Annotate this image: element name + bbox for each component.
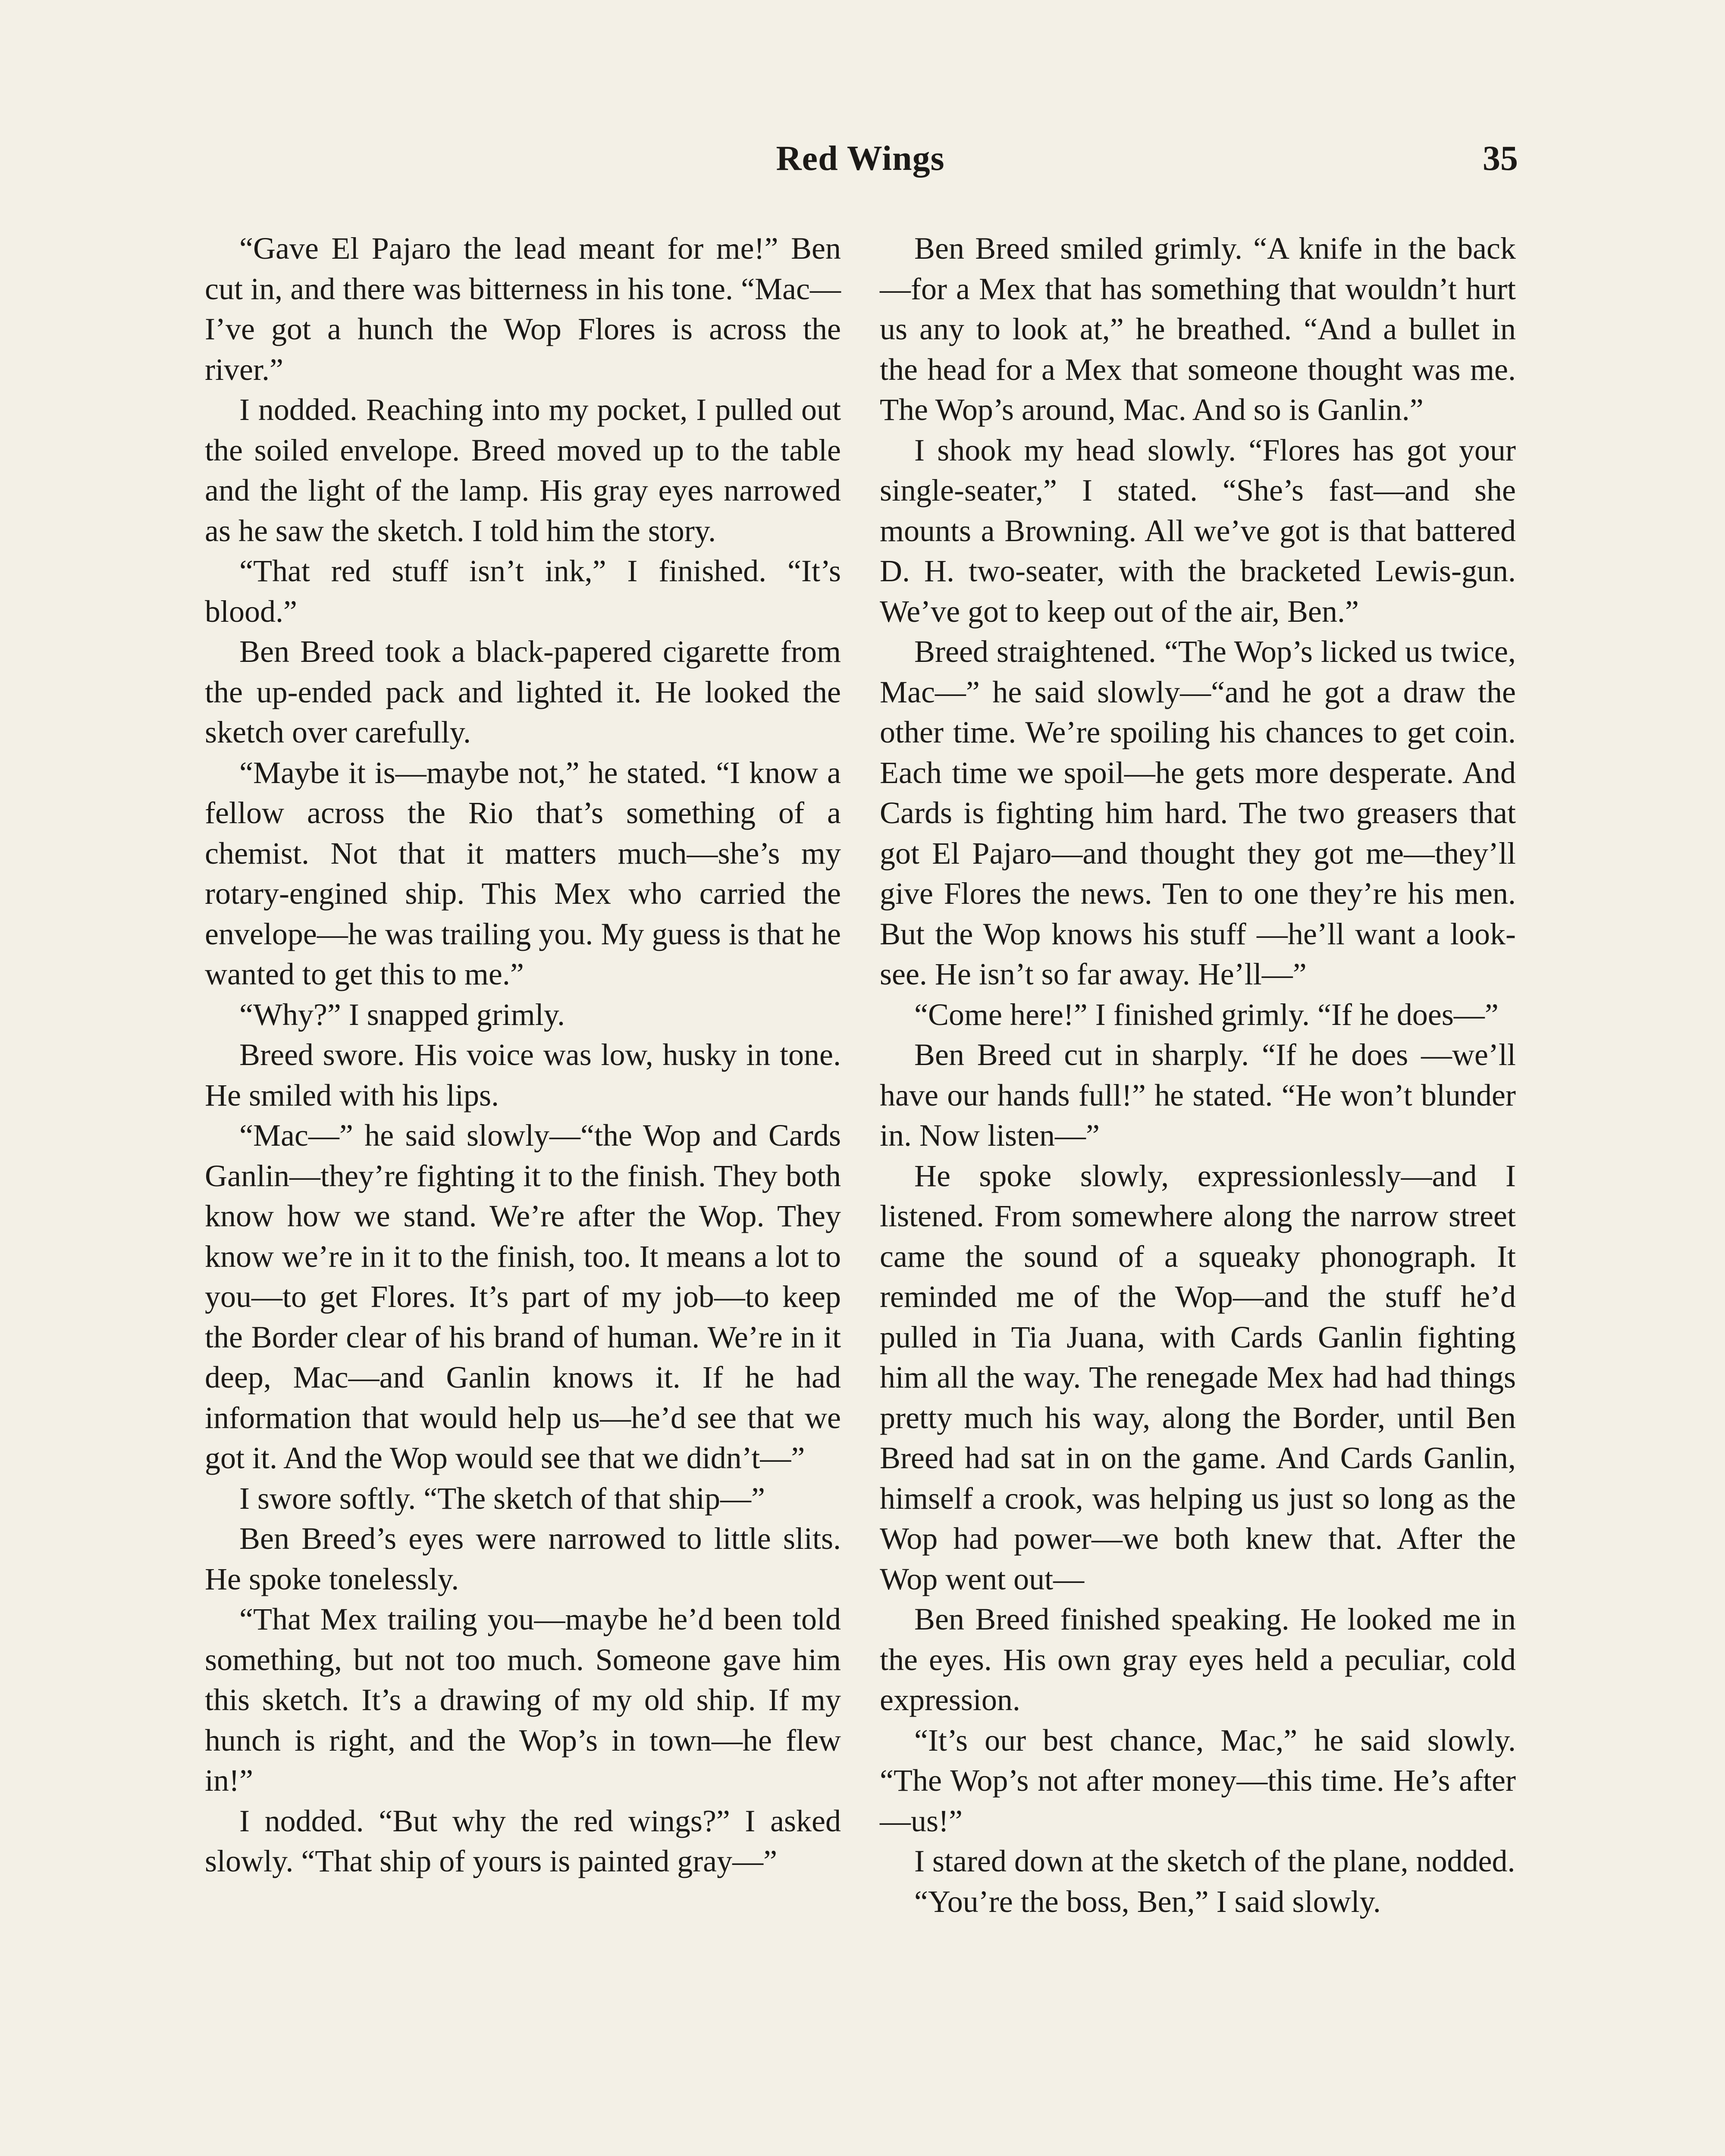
paragraph: “You’re the boss, Ben,” I said slowly.	[914, 1884, 1381, 1919]
page-header	[203, 138, 1518, 194]
paragraph: Ben Breed finished speaking. He looked me in the eyes. His own gray eyes held a peculiar, cold expression.	[880, 1602, 1516, 1717]
running-title: Red Wings	[776, 138, 945, 178]
paragraph: I nodded. Reaching into my pocket, I pulled out the soiled envelope. Breed moved up to the table and the light of the lamp. His gray eyes narrowed as he saw the sketch. I told him the story.	[205, 392, 841, 548]
paragraph: Ben Breed took a black-papered cigarette from the up-ended pack and lighted it. He looked the sketch over carefully.	[205, 634, 841, 749]
page-number: 35	[1483, 138, 1518, 178]
paragraph: “That red stuff isn’t ink,” I finished. “It’s blood.”	[205, 554, 841, 629]
paragraph: “Mac—” he said slowly—“the Wop and Cards Ganlin—they’re fighting it to the finish. They both know how we stand. We’re after the Wop. They know we’re in it to the finish, too. It means a lot to you—to get Flores. It’s part of my job—to keep the Border clear of his brand of human. We’re in it deep, Mac—and Ganlin knows it. If he had information that would help us—he’d see that we got it. And the Wop would see that we didn’t—”	[205, 1118, 841, 1475]
paragraph: I shook my head slowly. “Flores has got your single-seater,” I stated. “She’s fast—and she mounts a Browning. All we’ve got is that battered D. H. two-seater, with the bracketed Lewis-gun. We’ve got to keep out of the air, Ben.”	[880, 432, 1516, 629]
paragraph: He spoke slowly, expressionlessly—and I listened. From somewhere along the narrow street came the sound of a squeaky phonograph. It reminded me of the Wop—and the stuff he’d pulled in Tia Juana, with Cards Ganlin fighting him all the way. The renegade Mex had had things pretty much his way, along the Border, until Ben Breed had sat in on the game. And Cards Ganlin, himself a crook, was helping us just so long as the Wop had power—we both knew that. After the Wop went out—	[880, 1158, 1516, 1596]
paragraph: Ben Breed smiled grimly. “A knife in the back—for a Mex that has something that wouldn’t hurt us any to look at,” he breathed. “And a bullet in the head for a Mex that someone thought was me. The Wop’s around, Mac. And so is Ganlin.”	[880, 231, 1516, 427]
paragraph: “Come here!” I finished grimly. “If he does—”	[914, 997, 1499, 1032]
paragraph: Ben Breed cut in sharply. “If he does —we’ll have our hands full!” he stated. “He won’t blunder in. Now listen—”	[880, 1037, 1516, 1153]
paragraph: I nodded. “But why the red wings?” I asked slowly. “That ship of yours is painted gray—”	[205, 1803, 841, 1878]
paragraph: “Gave El Pajaro the lead meant for me!” Ben cut in, and there was bitterness in his tone. “Mac—I’ve got a hunch the Wop Flores is across the river.”	[205, 231, 841, 387]
paragraph: I swore softly. “The sketch of that ship—”	[239, 1481, 765, 1516]
paragraph: “That Mex trailing you—maybe he’d been told something, but not too much. Someone gave him this sketch. It’s a drawing of my old ship. If my hunch is right, and the Wop’s in town—he flew in!”	[205, 1602, 841, 1798]
right-column	[880, 229, 1516, 1922]
paragraph: Breed swore. His voice was low, husky in tone. He smiled with his lips.	[205, 1037, 841, 1112]
paragraph: “Maybe it is—maybe not,” he stated. “I know a fellow across the Rio that’s something of a chemist. Not that it matters much—she’s my rotary-engined ship. This Mex who carried the envelope—he was trailing you. My guess is that he wanted to get this to me.”	[205, 755, 841, 991]
paragraph: Breed straightened. “The Wop’s licked us twice, Mac—” he said slowly—“and he got a draw the other time. We’re spoiling his chances to get coin. Each time we spoil—he gets more desperate. And Cards is fighting him hard. The two greasers that got El Pajaro—and thought they got me—they’ll give Flores the news. Ten to one they’re his men. But the Wop knows his stuff —he’ll want a look-see. He isn’t so far away. He’ll—”	[880, 634, 1516, 991]
paragraph: “Why?” I snapped grimly.	[239, 997, 565, 1032]
left-column	[205, 229, 841, 1882]
paragraph: Ben Breed’s eyes were narrowed to little slits. He spoke tonelessly.	[205, 1521, 841, 1596]
paragraph: I stared down at the sketch of the plane, nodded.	[914, 1844, 1515, 1878]
paragraph: “It’s our best chance, Mac,” he said slowly. “The Wop’s not after money—this time. He’s after—us!”	[880, 1723, 1516, 1838]
